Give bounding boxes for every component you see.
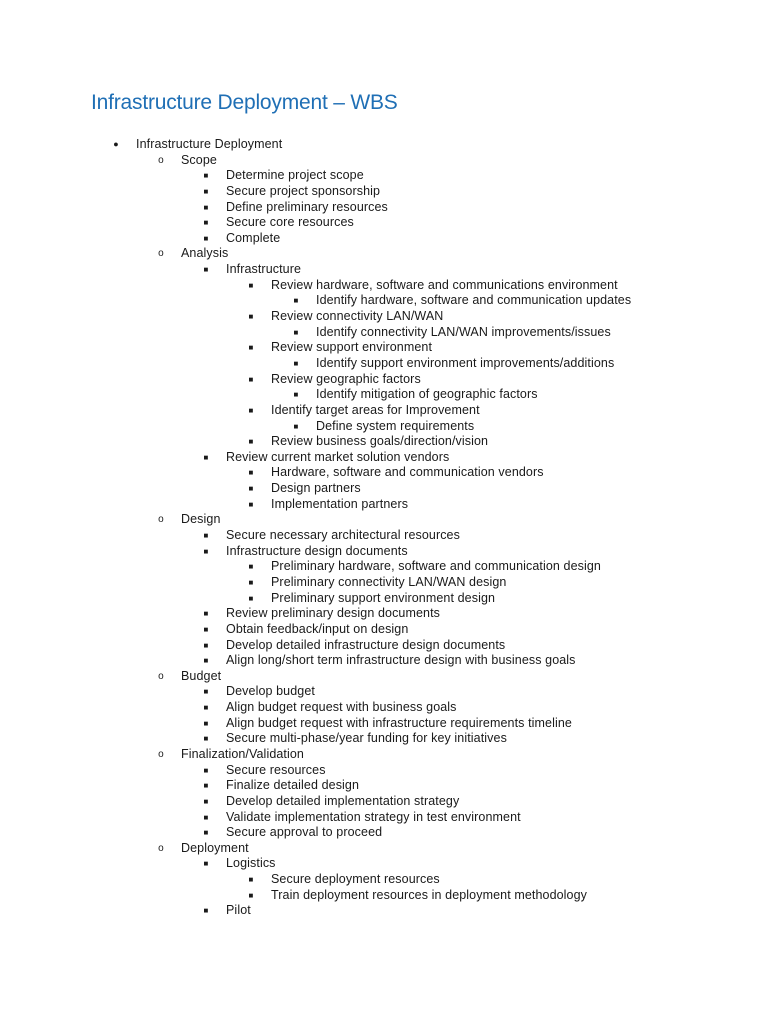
outline-item-label: Infrastructure [226,262,302,277]
bullet-icon: ■ [248,562,254,572]
bullet-icon: ■ [203,218,209,228]
outline-item-level-3 [0,262,768,278]
outline-item-level-3 [0,215,768,231]
outline-item-label: Validate implementation strategy in test environment [226,809,521,824]
outline-item-level-4 [0,575,768,591]
outline-item-label: Design [181,512,221,527]
outline-item-level-3 [0,606,768,622]
outline-item-label: Implementation partners [271,496,409,511]
bullet-icon: ■ [203,609,209,619]
bullet-icon: ■ [248,890,254,900]
bullet-icon: ■ [248,343,254,353]
bullet-icon: ■ [248,499,254,509]
outline-item-label: Train deployment resources in deployment methodology [271,887,588,902]
outline-item-level-3 [0,231,768,247]
bullet-icon: ■ [248,405,254,415]
bullet-icon: ■ [203,812,209,822]
bullet-icon: ● [113,139,119,149]
outline-item-level-2 [0,153,768,169]
bullet-icon: ■ [203,906,209,916]
outline-item-label: Pilot [226,903,251,918]
outline-item-level-4 [0,340,768,356]
bullet-icon: ■ [203,703,209,713]
outline-item-label: Hardware, software and communication vendors [271,465,544,480]
outline-item-level-4 [0,591,768,607]
bullet-icon: ■ [203,171,209,181]
outline-item-label: Secure core resources [226,215,354,230]
outline-item-label: Develop budget [226,684,315,699]
outline-item-level-4 [0,559,768,575]
bullet-icon: ■ [248,437,254,447]
outline-item-label: Preliminary support environment design [271,590,496,605]
outline-item-level-3 [0,184,768,200]
outline-item-label: Secure multi-phase/year funding for key initiatives [226,731,507,746]
outline-item-level-5 [0,325,768,341]
outline-item-label: Secure project sponsorship [226,183,381,198]
bullet-icon: ■ [203,781,209,791]
outline-item-label: Review current market solution vendors [226,449,450,464]
outline-item-label: Align budget request with infrastructure requirements timeline [226,715,572,730]
bullet-icon: o [158,670,164,682]
outline-item-level-4 [0,872,768,888]
bullet-icon: ■ [248,593,254,603]
outline-item-level-4 [0,465,768,481]
outline-item-level-3 [0,200,768,216]
outline-item-label: Develop detailed infrastructure design documents [226,637,506,652]
bullet-icon: o [158,842,164,854]
bullet-icon: ■ [203,265,209,275]
outline-item-label: Infrastructure Deployment [136,137,283,151]
outline-item-label: Align budget request with business goals [226,700,457,715]
outline-item-level-3 [0,778,768,794]
bullet-icon: ■ [203,531,209,541]
outline-item-level-3 [0,856,768,872]
bullet-icon: ■ [248,280,254,290]
outline-item-label: Review hardware, software and communications environment [271,277,618,292]
bullet-icon: ■ [203,202,209,212]
outline-item-level-3 [0,763,768,779]
bullet-icon: ■ [203,452,209,462]
outline-item-level-3 [0,731,768,747]
outline-item-level-5 [0,387,768,403]
outline-item-level-4 [0,278,768,294]
outline-item-level-3 [0,810,768,826]
outline-item-label: Finalize detailed design [226,778,360,793]
outline-item-label: Budget [181,668,222,683]
wbs-outline [0,137,768,919]
bullet-icon: ■ [203,546,209,556]
bullet-icon: o [158,748,164,760]
outline-item-label: Secure necessary architectural resources [226,528,460,543]
outline-item-level-3 [0,903,768,919]
outline-item-level-3 [0,638,768,654]
outline-item-label: Infrastructure design documents [226,543,408,558]
outline-item-label: Review business goals/direction/vision [271,434,489,449]
bullet-icon: ■ [293,358,299,368]
outline-item-level-3 [0,825,768,841]
outline-item-level-4 [0,403,768,419]
outline-item-label: Identify target areas for Improvement [271,402,480,417]
outline-item-level-4 [0,309,768,325]
outline-item-label: Review support environment [271,340,433,355]
outline-item-level-3 [0,794,768,810]
bullet-icon: ■ [203,186,209,196]
outline-item-level-3 [0,700,768,716]
bullet-icon: ■ [203,233,209,243]
outline-item-level-5 [0,356,768,372]
bullet-icon: ■ [203,859,209,869]
outline-item-label: Obtain feedback/input on design [226,621,409,636]
bullet-icon: ■ [203,765,209,775]
outline-item-level-4 [0,372,768,388]
outline-item-level-3 [0,684,768,700]
bullet-icon: o [158,248,164,260]
outline-item-level-3 [0,716,768,732]
outline-item-level-2 [0,512,768,528]
outline-item-label: Develop detailed implementation strategy [226,793,460,808]
outline-item-label: Identify hardware, software and communication updates [316,293,632,308]
outline-item-label: Secure resources [226,762,326,777]
outline-item-level-2 [0,669,768,685]
bullet-icon: o [158,154,164,166]
outline-item-level-3 [0,622,768,638]
outline-item-level-3 [0,653,768,669]
bullet-icon: ■ [203,640,209,650]
bullet-icon: ■ [203,734,209,744]
bullet-icon: ■ [248,875,254,885]
outline-item-label: Determine project scope [226,168,364,183]
bullet-icon: ■ [203,656,209,666]
outline-item-label: Design partners [271,481,361,496]
bullet-icon: ■ [248,484,254,494]
outline-item-level-3 [0,450,768,466]
bullet-icon: ■ [293,421,299,431]
bullet-icon: o [158,514,164,526]
outline-item-level-1 [0,137,768,153]
outline-item-level-4 [0,497,768,513]
outline-item-label: Review connectivity LAN/WAN [271,309,444,324]
outline-item-level-3 [0,168,768,184]
outline-item-level-4 [0,434,768,450]
outline-item-label: Analysis [181,246,229,261]
bullet-icon: ■ [293,390,299,400]
outline-item-label: Secure approval to proceed [226,825,383,840]
outline-item-label: Complete [226,230,281,245]
bullet-icon: ■ [203,687,209,697]
outline-item-label: Review preliminary design documents [226,606,441,621]
outline-item-level-5 [0,293,768,309]
outline-item-level-2 [0,246,768,262]
outline-item-label: Preliminary hardware, software and communication design [271,559,601,574]
outline-item-label: Review geographic factors [271,371,421,386]
outline-item-label: Identify connectivity LAN/WAN improvements/issues [316,324,611,339]
outline-item-label: Logistics [226,856,276,871]
outline-item-label: Scope [181,152,217,167]
bullet-icon: ■ [248,577,254,587]
outline-item-label: Deployment [181,840,249,855]
outline-item-label: Preliminary connectivity LAN/WAN design [271,574,507,589]
bullet-icon: ■ [203,796,209,806]
outline-item-level-2 [0,747,768,763]
outline-item-level-2 [0,841,768,857]
outline-item-level-3 [0,528,768,544]
document-title: Infrastructure Deployment – WBS [91,91,398,114]
bullet-icon: ■ [248,468,254,478]
outline-item-label: Identify mitigation of geographic factors [316,387,538,402]
bullet-icon: ■ [293,327,299,337]
outline-item-level-4 [0,888,768,904]
bullet-icon: ■ [248,374,254,384]
outline-item-level-3 [0,544,768,560]
bullet-icon: ■ [203,828,209,838]
outline-item-label: Identify support environment improvements/additions [316,355,615,370]
outline-item-label: Secure deployment resources [271,872,440,887]
outline-item-level-4 [0,481,768,497]
outline-item-label: Define preliminary resources [226,199,388,214]
outline-item-label: Define system requirements [316,418,475,433]
outline-item-level-5 [0,419,768,435]
bullet-icon: ■ [203,718,209,728]
bullet-icon: ■ [248,312,254,322]
outline-item-label: Align long/short term infrastructure design with business goals [226,653,576,668]
outline-item-label: Finalization/Validation [181,746,304,761]
bullet-icon: ■ [293,296,299,306]
bullet-icon: ■ [203,624,209,634]
